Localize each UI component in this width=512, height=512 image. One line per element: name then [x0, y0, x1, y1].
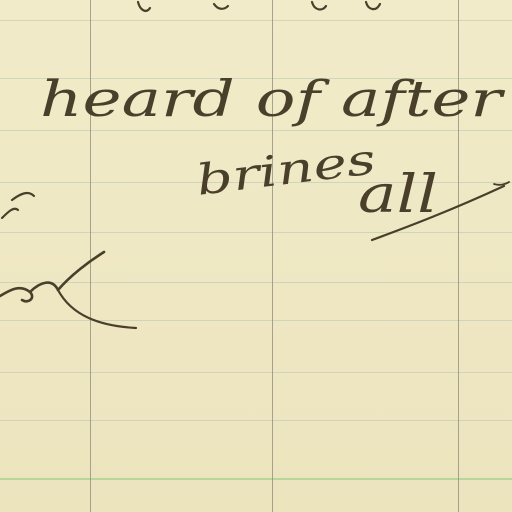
handwriting-heard-of-after: heard of after — [40, 70, 507, 128]
partial-ink-stroke — [214, 4, 228, 9]
flourish-stroke — [494, 182, 509, 185]
partial-ink-stroke — [2, 209, 18, 218]
partial-ink-stroke — [138, 2, 150, 11]
partial-ink-stroke — [12, 193, 34, 200]
handwriting-brines: brines — [193, 139, 333, 205]
partial-word-stroke — [0, 288, 32, 301]
partial-word-stroke — [30, 283, 58, 292]
partial-word-stroke — [58, 290, 136, 328]
partial-ink-stroke — [366, 2, 380, 9]
partial-ink-stroke — [312, 2, 326, 9]
handwriting-all: all — [358, 165, 438, 225]
partial-word-stroke — [58, 252, 104, 290]
